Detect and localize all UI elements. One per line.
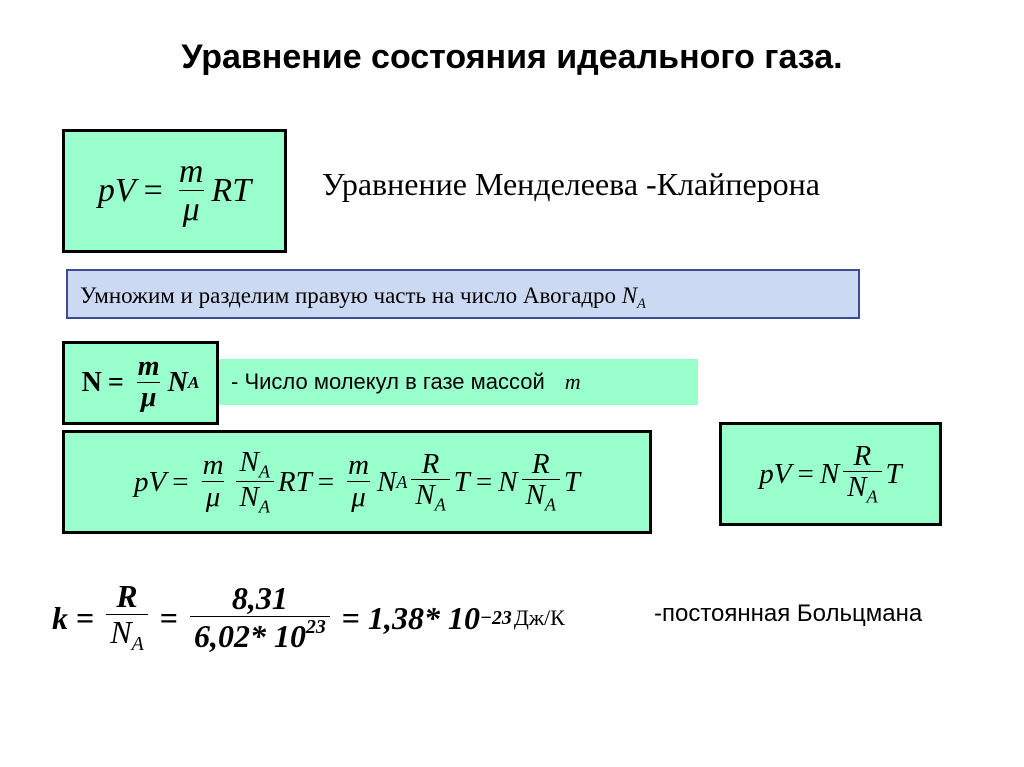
eq-lhs: N [81,367,102,398]
result-base: 1,38* 10 [368,599,480,636]
avogadro-symbol: N [525,479,545,512]
denominator-base: 6,02* 10 [193,617,306,654]
eq-sign: = [172,465,189,498]
fraction-m-mu [344,450,373,513]
eq-sign: = [107,367,124,398]
fraction-r-na [411,449,449,516]
avogadro-subscript: A [434,494,446,515]
eq-lhs: pV [97,171,136,209]
fraction-r-na [522,449,560,516]
eq-sign: = [159,599,178,636]
fraction-na-na [236,447,274,517]
eq-lhs: k [52,599,68,636]
rt-term: RT [277,465,312,498]
avogadro-symbol: N [239,445,259,478]
avogadro-subscript: A [258,496,270,517]
avogadro-subscript: A [187,373,200,392]
fraction-numerator: R [531,447,550,480]
fraction-r-na [843,441,881,508]
mass-symbol: m [564,369,581,394]
eq-sign: = [341,599,360,636]
avogadro-symbol: N [847,471,867,504]
n-term: N [819,457,840,490]
fraction-numerator [236,447,274,481]
molecule-count-equation [82,352,200,413]
eq-rhs: RT [211,171,252,209]
avogadro-subscript: A [637,295,646,312]
fraction-numerator: R [853,439,872,472]
eq-sign: = [76,599,95,636]
fraction-denominator: μ [137,382,161,414]
fraction-denominator [190,616,330,654]
eq-lhs: pV [134,465,167,498]
avogadro-symbol: N [167,367,188,398]
molecule-count-caption: - Число молекул в газе массой [231,369,545,394]
page-title: Уравнение состояния идеального газа. [181,38,843,76]
mendeleev-equation-box [62,129,287,253]
molecule-count-caption-box [219,359,698,405]
fraction-numerator: m [178,152,204,190]
denominator-exponent: 23 [305,615,326,638]
boltzmann-equation [52,568,565,668]
fraction-m-mu [199,450,228,513]
result-equation [759,441,901,508]
n-term: N [498,465,518,498]
avogadro-symbol: N [110,613,132,650]
mendeleev-caption: Уравнение Менделеева -Клайперона [322,166,820,202]
derivation-equation [134,447,580,517]
fraction-numerator: R [421,447,440,480]
unit-label: Дж/К [513,605,565,630]
avogadro-symbol: N [377,465,397,498]
eq-sign: = [475,465,493,498]
avogadro-subscript: A [544,494,556,515]
avogadro-symbol: N [415,479,435,512]
avogadro-subscript: A [396,471,408,492]
eq-sign: = [143,171,163,209]
fraction-denominator: μ [202,481,225,514]
fraction-denominator: μ [179,190,204,228]
fraction-numerator: R [116,578,138,615]
avogadro-subscript: A [131,632,144,655]
fraction-m-mu [134,352,164,413]
fraction-numeric [190,582,330,654]
eq-sign: = [797,457,814,490]
avogadro-subscript: A [258,461,270,482]
derivation-box [62,430,652,534]
avogadro-symbol: N [239,481,259,514]
fraction-m-mu [175,154,208,228]
fraction-numerator: 8,31 [231,580,288,617]
fraction-denominator [843,471,881,507]
t-term: T [563,465,580,498]
molecule-count-box [62,341,219,425]
fraction-denominator [522,479,560,515]
t-term: T [885,457,902,490]
t-term: T [453,465,470,498]
multiply-note [80,283,646,313]
result-box [719,422,942,526]
result-exponent: −23 [480,606,512,629]
fraction-denominator [236,481,274,517]
fraction-r-na [106,580,147,655]
avogadro-subscript: A [866,486,878,507]
fraction-numerator: m [202,449,224,482]
fraction-numerator: m [348,449,370,482]
boltzmann-caption: -постоянная Больцмана [654,600,923,627]
multiply-note-text: Умножим и разделим правую часть на число Авогадро [80,283,622,308]
avogadro-symbol: N [621,283,638,308]
fraction-denominator [411,479,449,515]
mendeleev-equation [98,154,251,228]
eq-lhs: pV [759,457,792,490]
fraction-denominator [106,614,147,656]
eq-sign: = [317,465,335,498]
fraction-denominator: μ [347,481,370,514]
fraction-numerator: m [137,351,160,383]
